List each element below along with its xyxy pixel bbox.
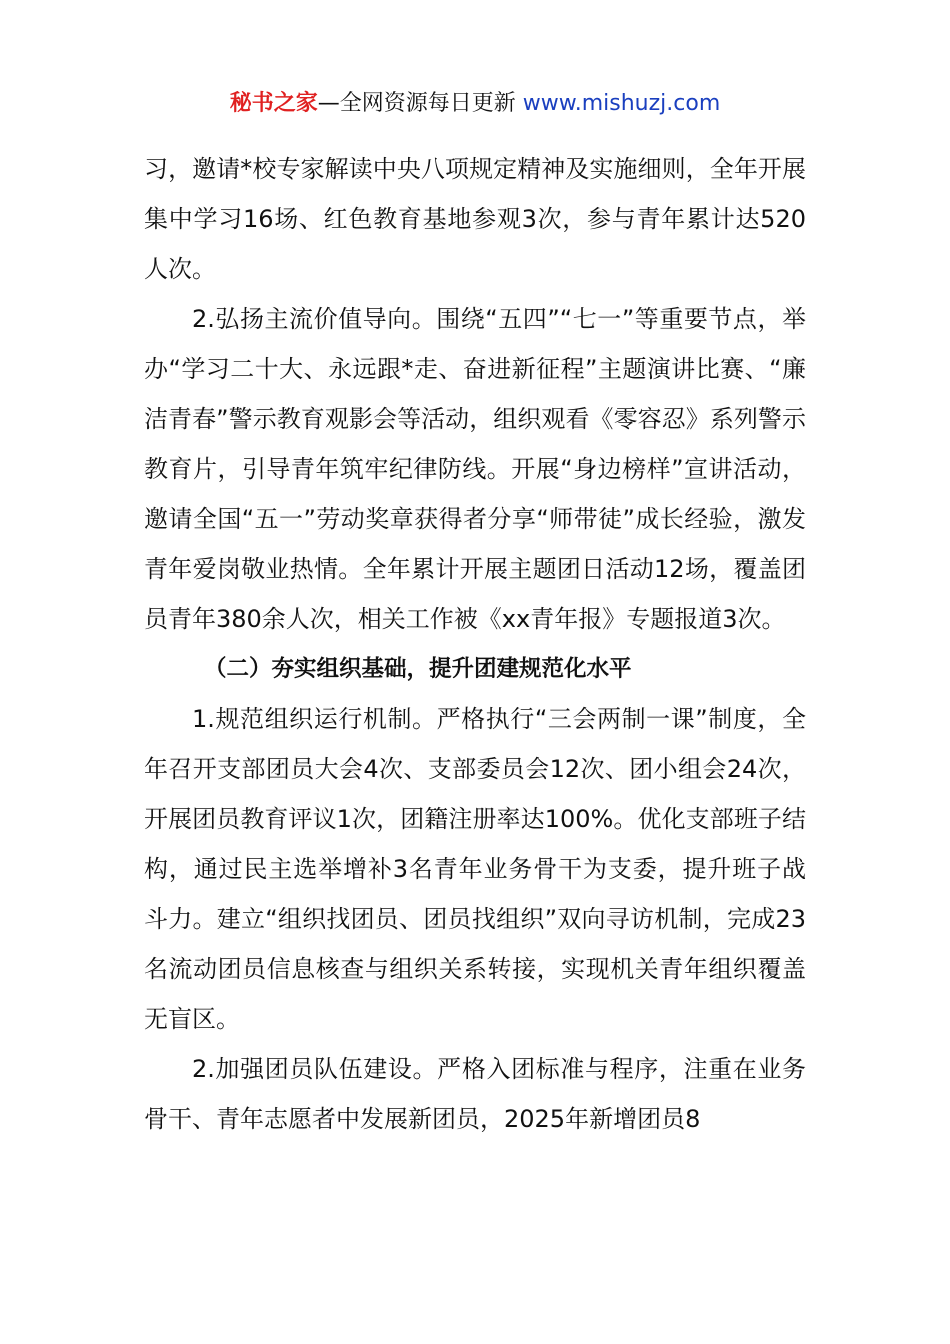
page-header xyxy=(0,88,950,120)
paragraph-continuation: 习，邀请*校专家解读中央八项规定精神及实施细则，全年开展集中学习16场、红色教育基地参观3次，参与青年累计达520人次。 xyxy=(144,155,806,283)
paragraph-mainstream-values: 2.弘扬主流价值导向。围绕“五四”“七一”等重要节点，举办“学习二十大、永远跟*走、奋进新征程”主题演讲比赛、“廉洁青春”警示教育观影会等活动，组织观看《零容忍》系列警示教育片，引导青年筑牢纪律防线。开展“身边榜样”宣讲活动，邀请全国“五一”劳动奖章获得者分享“师带徒”成长经验，激发青年爱岗敬业热情。全年累计开展主题团日活动12场，覆盖团员青年380余人次，相关工作被《xx青年报》专题报道3次。 xyxy=(144,305,806,633)
paragraph-organization-mechanism: 1.规范组织运行机制。严格执行“三会两制一课”制度，全年召开支部团员大会4次、支部委员会12次、团小组会24次，开展团员教育评议1次，团籍注册率达100%。优化支部班子结构，通过民主选举增补3名青年业务骨干为支委，提升班子战斗力。建立“组织找团员、团员找组织”双向寻访机制，完成23名流动团员信息核查与组织关系转接，实现机关青年组织覆盖无盲区。 xyxy=(144,705,806,1033)
paragraph-member-team-building: 2.加强团员队伍建设。严格入团标准与程序，注重在业务骨干、青年志愿者中发展新团员，2025年新增团员8 xyxy=(144,1055,806,1133)
section-heading-organization: （二）夯实组织基础，提升团建规范化水平 xyxy=(204,656,632,682)
header-tagline: —全网资源每日更新 xyxy=(317,91,516,116)
document-body xyxy=(144,144,806,1144)
brand-name: 秘书之家 xyxy=(229,91,318,116)
header-url-link[interactable]: www.mishuzj.com xyxy=(522,91,721,116)
